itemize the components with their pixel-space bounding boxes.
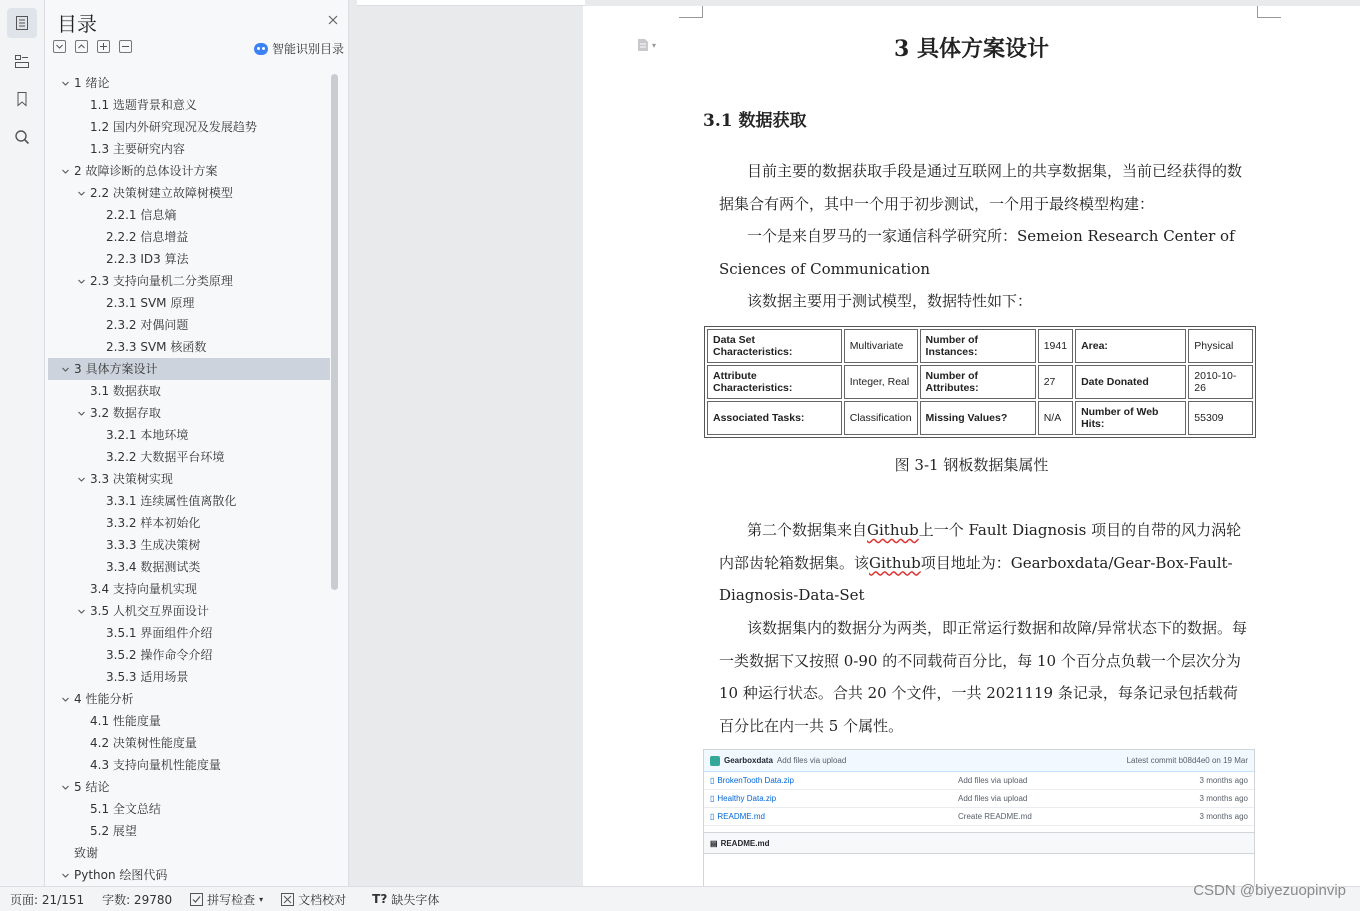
page-counter[interactable] [10,891,84,908]
watermark: CSDN @biyezuopinvip [1193,882,1346,899]
toc-item[interactable] [48,380,330,402]
toc-item[interactable] [48,534,330,556]
chevron-down-icon[interactable] [74,600,88,622]
github-file-age: 3 months ago [1199,812,1248,821]
toc-item-label: 4.1 性能度量 [90,714,161,728]
toc-item-label: 3.5.1 界面组件介绍 [106,626,213,640]
toc-item-label: 3.4 支持向量机实现 [90,582,197,596]
proofread-label: 文档校对 [298,892,347,907]
toc-item[interactable] [48,688,330,710]
toc-item[interactable] [48,72,330,94]
table-value-cell: N/A [1038,401,1073,435]
toc-item-label: 1.2 国内外研究现况及发展趋势 [90,120,257,134]
toc-item-label: 2.2.1 信息熵 [106,208,177,222]
table-key-cell: Area: [1075,329,1186,363]
toc-item[interactable] [48,292,330,314]
table-key-cell: Attribute Characteristics: [707,365,842,399]
github-commit-message: Add files via upload [776,756,847,765]
toc-item-label: 3 具体方案设计 [74,362,158,376]
paragraph-4-text-b: 上一个 Fault Diagnosis 项目的自带的风力涡轮内部齿轮箱数据集。该 [719,521,1242,572]
proofread-icon [281,893,294,906]
paragraph-3: 该数据主要用于测试模型，数据特性如下： [747,292,1033,310]
toc-item-label: 3.3 决策树实现 [90,472,173,486]
smart-toc-button[interactable] [254,40,344,57]
github-file-message: Create README.md [958,812,1032,821]
paragraph-4-text-a: 第二个数据集来自 [747,521,868,539]
toc-item[interactable] [48,842,330,864]
toc-item[interactable] [48,600,330,622]
toc-item[interactable] [48,468,330,490]
remove-heading-icon[interactable] [119,40,132,53]
toc-item[interactable] [48,402,330,424]
github-file-message: Add files via upload [958,776,1028,785]
toc-item-label: 3.5.2 操作命令介绍 [106,648,213,662]
toc-list [48,64,330,886]
paragraph-5: 该数据集内的数据分为两类，即正常运行数据和故障/异常状态下的数据。每一类数据下又按照 0-90 的不同载荷百分比，每 10 个百分点负载一个层次分为 10 种运行状态。合共 20 个文件，一共 2021119 条记录，每条记录包括载荷百分比在内一共 5 个属性。 [719,619,1248,735]
add-heading-icon[interactable] [97,40,110,53]
chevron-down-icon[interactable] [74,182,88,204]
document-page[interactable] [583,6,1360,886]
section-title: 3.1 数据获取 [703,111,807,131]
table-key-cell: Number of Web Hits: [1075,401,1186,435]
avatar [710,756,720,766]
toc-item-label: 2.2.3 ID3 算法 [106,252,189,266]
github-word: Github [867,521,919,539]
github-repo-name: Gearboxdata [724,756,773,765]
table-row [707,365,1253,399]
toc-item-label: 4.2 决策树性能度量 [90,736,197,750]
table-value-cell: Integer, Real [844,365,918,399]
page-corner-mark [1257,6,1281,18]
collapse-all-icon[interactable] [53,40,66,53]
outline-icon[interactable] [7,46,37,76]
toc-item[interactable] [48,732,330,754]
paragraph-2: 一个是来自罗马的一家通信科学研究所：Semeion Research Center of Sciences of Communication [719,227,1235,278]
toc-item-label: 2 故障诊断的总体设计方案 [74,164,218,178]
chevron-down-icon[interactable] [58,72,72,94]
status-bar [0,886,1360,911]
github-readme-header [704,832,1254,854]
chevron-down-icon[interactable] [58,160,72,182]
toc-item-label: 3.2.2 大数据平台环境 [106,450,225,464]
word-count[interactable] [102,891,172,908]
file-icon: ▯ [710,776,715,785]
toc-item-label: 3.3.3 生成决策树 [106,538,201,552]
github-file-row [704,790,1254,808]
toc-item-label: 5.2 展望 [90,824,137,838]
toc-item-label: 5.1 全文总结 [90,802,161,816]
chevron-down-icon[interactable] [74,402,88,424]
document-icon[interactable]: ▾ [637,38,656,52]
spell-check-label: 拼写检查 [207,892,256,907]
github-commit-header [704,750,1254,772]
toc-item[interactable] [48,754,330,776]
github-file-age: 3 months ago [1199,794,1248,803]
table-row [707,329,1253,363]
table-value-cell: 2010-10-26 [1188,365,1253,399]
chevron-down-icon[interactable] [74,270,88,292]
toc-item-label: 2.3.2 对偶问题 [106,318,189,332]
toc-item-label: 致谢 [74,846,99,860]
table-key-cell: Missing Values? [920,401,1036,435]
toc-panel [45,0,349,886]
github-file-row [704,772,1254,790]
paragraph-4-text-c: 项目地址为：Gearboxdata/Gear-Box-Fault-Diagnosis-Data-Set [719,553,1233,604]
chevron-down-icon[interactable] [58,776,72,798]
toc-scrollbar[interactable] [331,74,338,590]
toc-item[interactable] [48,424,330,446]
checkbox-icon [190,893,203,906]
chevron-down-icon[interactable] [58,864,72,886]
toc-item-label: 2.2.2 信息增益 [106,230,189,244]
paragraph-1: 目前主要的数据获取手段是通过互联网上的共享数据集，当前已经获得的数据集合有两个，其中一个用于初步测试，一个用于最终模型构建： [719,162,1243,213]
toc-item-label: 5 结论 [74,780,110,794]
close-icon[interactable] [326,12,340,26]
toc-title: 目录 [57,12,97,36]
github-file-name [710,776,958,785]
table-key-cell: Data Set Characteristics: [707,329,842,363]
toc-item[interactable] [48,248,330,270]
figure-caption: 图 3-1 钢板数据集属性 [894,456,1049,474]
table-key-cell: Date Donated [1075,365,1186,399]
toc-item-label: 2.3.3 SVM 核函数 [106,340,207,354]
missing-font-button[interactable] [372,891,439,908]
toc-item[interactable] [48,490,330,512]
toc-item[interactable] [48,116,330,138]
toc-item-label: 3.1 数据获取 [90,384,161,398]
toc-item[interactable] [48,864,330,886]
toc-item[interactable] [48,776,330,798]
robot-icon [254,43,268,55]
toc-item[interactable] [48,556,330,578]
font-question-icon: T? [372,892,388,906]
github-word: Github [869,553,921,572]
toc-item[interactable] [48,182,330,204]
page-counter-label: 页面: 21/151 [10,892,85,907]
toc-item-label: 3.5 人机交互界面设计 [90,604,209,618]
toc-item-label: Python 绘图代码 [74,868,168,882]
toc-item[interactable] [48,820,330,842]
toc-item-label: 1.1 选题背景和意义 [90,98,197,112]
toc-item-label: 3.2.1 本地环境 [106,428,189,442]
table-key-cell: Number of Attributes: [920,365,1036,399]
table-key-cell: Associated Tasks: [707,401,842,435]
table-value-cell: Physical [1188,329,1253,363]
toc-item[interactable] [48,226,330,248]
github-file-name [710,794,958,803]
toc-item[interactable] [48,666,330,688]
github-file-row [704,808,1254,826]
toc-item-label: 3.3.1 连续属性值离散化 [106,494,237,508]
toc-item-label: 3.3.4 数据测试类 [106,560,201,574]
toc-item-label: 4 性能分析 [74,692,134,706]
table-value-cell: 27 [1038,365,1073,399]
toc-item[interactable] [48,446,330,468]
table-value-cell: Classification [844,401,918,435]
expand-up-icon[interactable] [75,40,88,53]
github-latest-commit: Latest commit b08d4e0 on 19 Mar [1126,756,1248,765]
chevron-down-icon[interactable] [74,468,88,490]
spell-check-button[interactable] [190,891,263,908]
toc-item-label: 4.3 支持向量机性能度量 [90,758,221,772]
chevron-down-icon[interactable] [58,358,72,380]
word-count-label: 字数: 29780 [102,892,173,907]
toc-item-label: 1.3 主要研究内容 [90,142,185,156]
toc-item-label: 2.2 决策树建立故障树模型 [90,186,233,200]
book-icon: ▤ [710,838,718,848]
github-file-list [704,772,1254,826]
ruler [357,0,585,6]
toc-toolbar [53,40,132,53]
github-file-name [710,812,958,821]
toc-item-label: 3.3.2 样本初始化 [106,516,201,530]
toc-item-label: 3.2 数据存取 [90,406,161,420]
dataset-attributes-table [704,326,1256,438]
bookmark-icon[interactable] [7,84,37,114]
table-key-cell: Number of Instances: [920,329,1036,363]
page-corner-mark [679,6,703,18]
chevron-down-icon: ▾ [259,894,264,904]
toc-icon[interactable] [7,8,37,38]
chapter-title: 3 具体方案设计 [894,36,1049,62]
table-value-cell: Multivariate [844,329,918,363]
toc-item[interactable] [48,204,330,226]
workspace-gutter [349,0,583,886]
toc-item[interactable] [48,512,330,534]
toc-item[interactable] [48,622,330,644]
chevron-down-icon[interactable] [58,688,72,710]
github-file-message: Add files via upload [958,794,1028,803]
table-value-cell: 55309 [1188,401,1253,435]
table-row [707,401,1253,435]
file-name-text: Healthy Data.zip [717,794,777,803]
file-name-text: README.md [717,812,765,821]
toc-item[interactable] [48,798,330,820]
toc-item[interactable] [48,94,330,116]
table-value-cell: 1941 [1038,329,1073,363]
toc-item[interactable] [48,270,330,292]
toc-item[interactable] [48,710,330,732]
proofread-button[interactable] [281,891,346,908]
file-name-text: BrokenTooth Data.zip [717,776,794,785]
toc-item[interactable] [48,358,330,380]
toc-item[interactable] [48,336,330,358]
toc-list-container [48,64,330,886]
missing-font-label: 缺失字体 [391,892,440,907]
toc-item-label: 2.3.1 SVM 原理 [106,296,195,310]
file-icon: ▯ [710,794,715,803]
toc-item[interactable] [48,160,330,182]
file-icon: ▯ [710,812,715,821]
readme-label: README.md [720,838,770,848]
sidebar-rail [0,0,45,886]
search-icon[interactable] [7,122,37,152]
toc-item-label: 1 绪论 [74,76,110,90]
smart-toc-label: 智能识别目录 [271,42,344,56]
toc-item-label: 3.5.3 适用场景 [106,670,189,684]
toc-item-label: 2.3 支持向量机二分类原理 [90,274,233,288]
paragraph-4 [719,514,1251,612]
github-file-age: 3 months ago [1199,776,1248,785]
toc-item[interactable] [48,314,330,336]
toc-item[interactable] [48,644,330,666]
toc-item[interactable] [48,578,330,600]
github-screenshot [703,749,1255,886]
toc-item[interactable] [48,138,330,160]
